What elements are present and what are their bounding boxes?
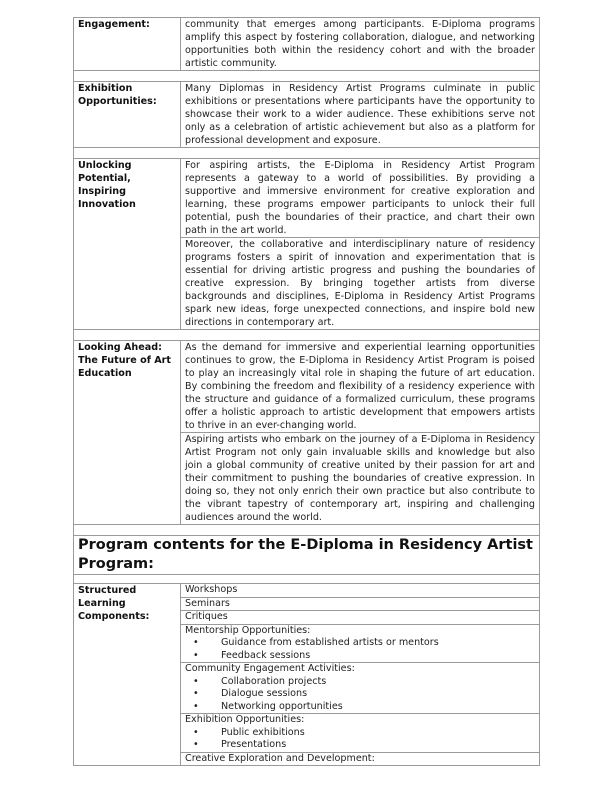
bullet-list	[185, 676, 535, 714]
bullet-text: Feedback sessions	[221, 649, 311, 661]
component-row	[74, 584, 540, 598]
bullet-item	[193, 726, 535, 740]
component-item	[181, 624, 540, 663]
bullet-text: Collaboration projects	[221, 675, 327, 687]
component-title: Community Engagement Activities:	[185, 663, 355, 674]
bullet-item	[193, 739, 535, 752]
bullet-icon: •	[193, 675, 199, 687]
component-title: Mentorship Opportunities:	[185, 624, 311, 636]
row-label: Exhibition Opportunities:	[74, 82, 181, 148]
component-item	[181, 584, 540, 598]
bullet-item	[193, 649, 535, 663]
spacer-row	[74, 575, 540, 584]
component-item	[181, 611, 540, 625]
row-text: Many Diplomas in Residency Artist Programs culminate in public exhibitions or presentations where participants have the opportunity to showcase their work to a wider audience. These exhibitions serve not only as a celebration of artistic achievement but also as a platform for professional development and exposure.	[181, 82, 540, 148]
row-text: For aspiring artists, the E-Diploma in Residency Artist Program represents a gateway to a world of possibilities. By providing a supportive and immersive environment for creative exploration and learning, these programs empower participants to unlock their full potential, push the boundaries of their practice, and chart their own path in the art world.	[181, 159, 540, 238]
program-heading: Program contents for the E-Diploma in Residency Artist Program:	[74, 536, 540, 575]
spacer-row	[74, 148, 540, 159]
component-item	[181, 597, 540, 611]
component-title: Exhibition Opportunities:	[185, 714, 305, 725]
row-exhibition	[74, 82, 540, 148]
component-title: Workshops	[185, 584, 238, 595]
row-engagement	[74, 18, 540, 71]
bullet-icon: •	[193, 688, 199, 699]
program-components	[74, 584, 540, 766]
row-unlocking	[74, 159, 540, 238]
row-text: As the demand for immersive and experiential learning opportunities continues to grow, the E-Diploma in Residency Artist Program is poised to play an increasingly vital role in shaping the future of art education. By combining the freedom and flexibility of a residency experience with the structure and guidance of a formalized curriculum, these programs offer a holistic approach to artistic development that empowers artists to thrive in an ever-changing world.	[181, 341, 540, 433]
bullet-item	[193, 700, 535, 714]
bullet-icon: •	[193, 726, 199, 738]
bullet-item	[193, 637, 535, 650]
bullet-item	[193, 675, 535, 689]
components-label: Structured Learning Components:	[74, 584, 181, 766]
row-looking-ahead	[74, 341, 540, 433]
bullet-text: Dialogue sessions	[221, 688, 308, 699]
component-title: Seminars	[185, 597, 230, 609]
bullet-text: Presentations	[221, 739, 287, 750]
row-label: Unlocking Potential, Inspiring Innovation	[74, 159, 181, 330]
component-title: Critiques	[185, 611, 228, 622]
spacer-row	[74, 525, 540, 536]
bullet-icon: •	[193, 700, 199, 712]
spacer-row	[74, 330, 540, 341]
component-title: Creative Exploration and Development:	[185, 752, 375, 764]
content-table	[73, 17, 540, 766]
row-text: community that emerges among participants. E-Diploma programs amplify this aspect by fostering collaboration, dialogue, and networking opportunities both within the residency cohort and with the broader artistic community.	[181, 18, 540, 71]
component-item	[181, 663, 540, 714]
spacer-row	[74, 71, 540, 82]
bullet-text: Networking opportunities	[221, 700, 343, 712]
bullet-text: Public exhibitions	[221, 726, 305, 738]
row-text: Moreover, the collaborative and interdisciplinary nature of residency programs fosters a spirit of innovation and experimentation that is essential for driving artistic progress and pushing the boundaries of creative expression. By bringing together artists from diverse backgrounds and disciplines, E-Diploma in Residency Artist Programs spark new ideas, forge unexpected connections, and inspire bold new directions in contemporary art.	[181, 238, 540, 330]
program-heading-row	[74, 536, 540, 575]
bullet-list	[185, 727, 535, 752]
bullet-item	[193, 688, 535, 701]
component-item	[181, 714, 540, 753]
bullet-icon: •	[193, 637, 199, 648]
row-label: Engagement:	[74, 18, 181, 71]
bullet-list	[185, 637, 535, 662]
bullet-icon: •	[193, 649, 199, 661]
bullet-icon: •	[193, 739, 199, 750]
component-item	[181, 752, 540, 766]
bullet-text: Guidance from established artists or mentors	[221, 637, 439, 648]
row-text: Aspiring artists who embark on the journey of a E-Diploma in Residency Artist Program not only gain invaluable skills and knowledge but also join a global community of creative united by their passion for art and their commitment to pushing the boundaries of creative expression. In doing so, they not only enrich their own practice but also contribute to the vibrant tapestry of contemporary art, inspiring and challenging audiences around the world.	[181, 433, 540, 525]
row-label: Looking Ahead: The Future of Art Education	[74, 341, 181, 525]
